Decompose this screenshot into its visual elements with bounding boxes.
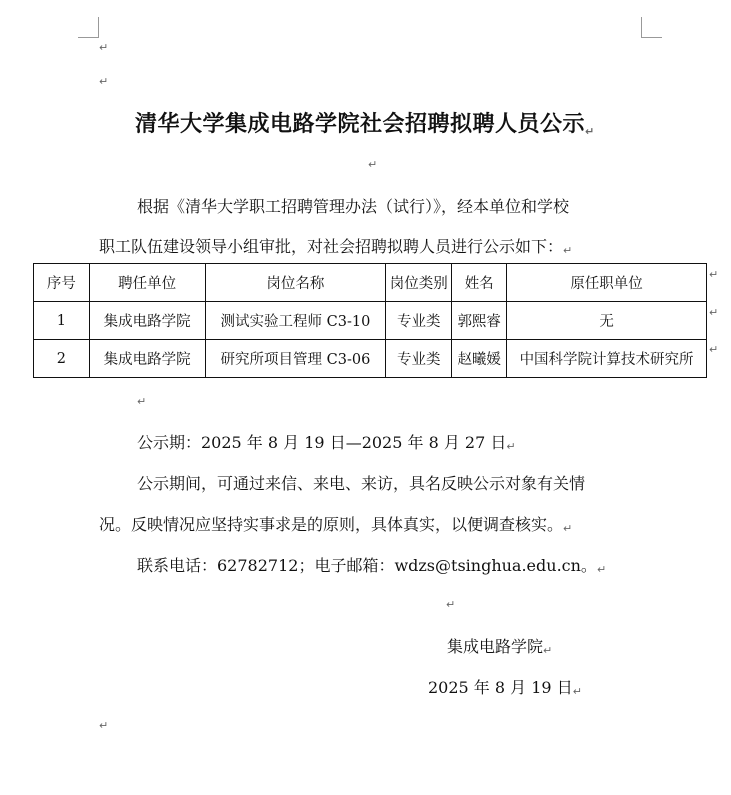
table-cell: 无 <box>507 302 707 340</box>
table-row <box>34 302 707 340</box>
table-cell: 郭熙睿 <box>452 302 507 340</box>
paragraph-mark: ↵ <box>99 75 109 88</box>
intro-line-1: 根据《清华大学职工招聘管理办法（试行）》，经本单位和学校 <box>137 197 570 216</box>
table-cell: 1 <box>34 302 90 340</box>
header-cell: 岗位名称 <box>205 264 386 302</box>
header-cell: 原任职单位 <box>507 264 707 302</box>
paragraph-mark: ↵ <box>709 268 719 281</box>
table-cell: 专业类 <box>386 302 452 340</box>
table-row <box>34 340 707 378</box>
header-cell: 序号 <box>34 264 90 302</box>
paragraph-mark: ↵ <box>446 598 456 611</box>
feedback-line-1: 公示期间，可通过来信、来电、来访，具名反映公示对象有关情 <box>137 474 586 493</box>
paragraph-mark: ↵ <box>137 395 147 408</box>
header-cell: 岗位类别 <box>386 264 452 302</box>
crop-mark-left <box>78 17 99 38</box>
candidate-table <box>33 263 707 378</box>
header-cell: 聘任单位 <box>89 264 205 302</box>
table-cell: 集成电路学院 <box>89 340 205 378</box>
table-cell: 集成电路学院 <box>89 302 205 340</box>
paragraph-mark: ↵ <box>709 343 719 356</box>
paragraph-mark: ↵ <box>99 719 109 732</box>
table-cell: 研究所项目管理 C3-06 <box>205 340 386 378</box>
intro-line-2: 职工队伍建设领导小组审批，对社会招聘拟聘人员进行公示如下：↵ <box>99 237 573 257</box>
header-cell: 姓名 <box>452 264 507 302</box>
table-header-row <box>34 264 707 302</box>
signature-date: 2025 年 8 月 19 日↵ <box>428 678 582 698</box>
feedback-line-2: 况。反映情况应坚持实事求是的原则，具体真实，以便调查核实。↵ <box>99 515 573 535</box>
table-cell: 测试实验工程师 C3-10 <box>205 302 386 340</box>
paragraph-mark: ↵ <box>709 306 719 319</box>
publicity-period: 公示期：2025 年 8 月 19 日—2025 年 8 月 27 日↵ <box>137 433 516 453</box>
signature-org: 集成电路学院↵ <box>447 637 553 657</box>
table-cell: 2 <box>34 340 90 378</box>
paragraph-mark: ↵ <box>99 41 109 54</box>
crop-mark-right <box>641 17 662 38</box>
table-cell: 专业类 <box>386 340 452 378</box>
document-title: 清华大学集成电路学院社会招聘拟聘人员公示↵ <box>135 111 595 138</box>
table-cell: 赵曦媛 <box>452 340 507 378</box>
table-cell: 中国科学院计算技术研究所 <box>507 340 707 378</box>
contact-info: 联系电话：62782712；电子邮箱：wdzs@tsinghua.edu.cn。↵ <box>137 556 607 576</box>
paragraph-mark: ↵ <box>368 158 378 171</box>
